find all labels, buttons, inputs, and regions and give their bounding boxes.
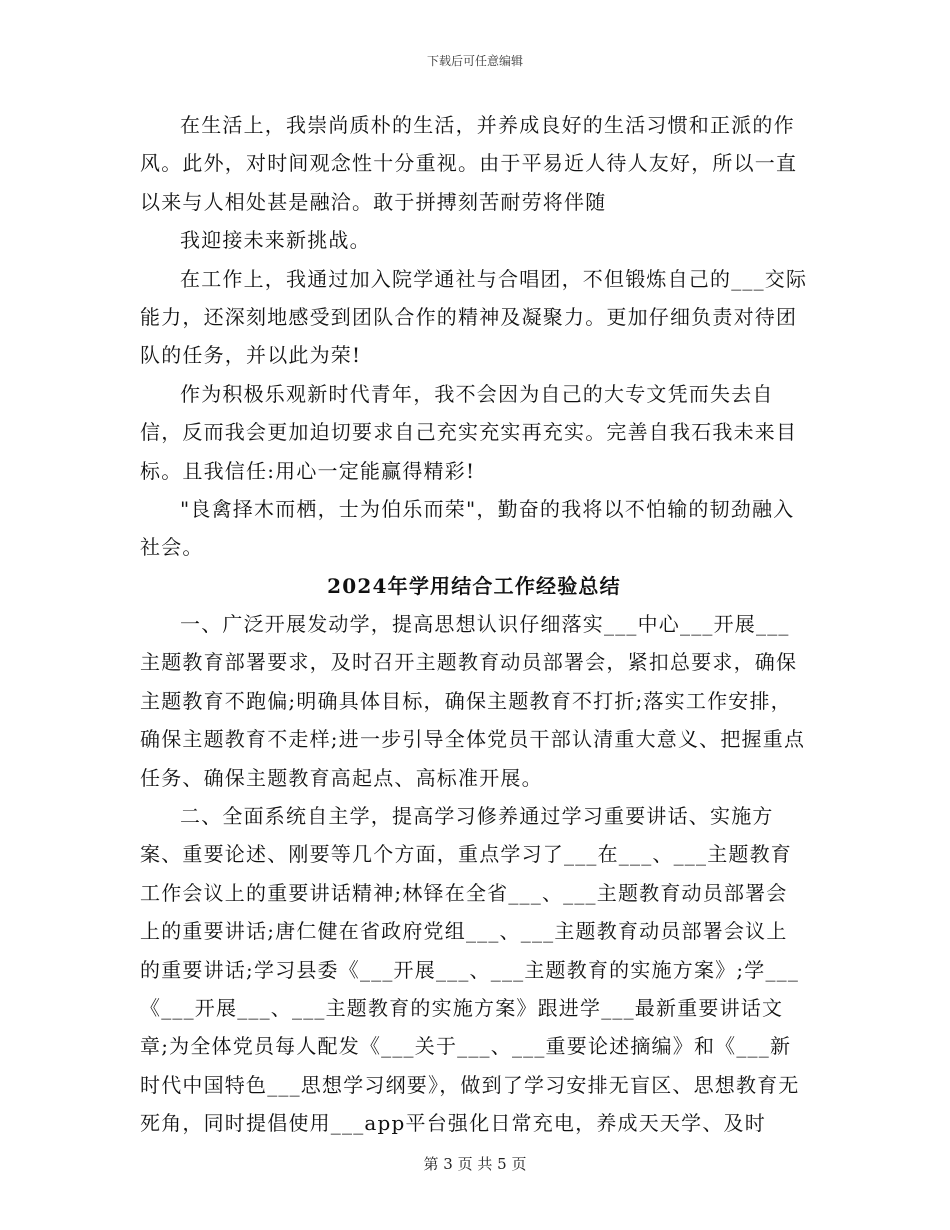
paragraph-proverb: "良禽择木而栖，士为伯乐而荣"，勤奋的我将以不怕输的韧劲融入社会。 xyxy=(140,497,795,560)
paragraph-work: 在工作上，我通过加入院学通社与合唱团，不但锻炼自己的___交际能力，还深刻地感受到团队合作的精神及凝聚力。更加仔细负责对待团队的任务，并以此为荣! xyxy=(140,266,808,368)
document-body xyxy=(140,106,808,1143)
paragraph-life: 在生活上，我崇尚质朴的生活，并养成良好的生活习惯和正派的作风。此外，对时间观念性十分重视。由于平易近人待人友好，所以一直以来与人相处甚是融洽。敢于拼搏刻苦耐劳将伴随 xyxy=(140,113,798,214)
section-title: 2024年学用结合工作经验总结 xyxy=(327,573,621,598)
paragraph-section-two: 二、全面系统自主学，提高学习修养通过学习重要讲话、实施方案、重要论述、刚要等几个方面，重点学习了___在___、___主题教育工作会议上的重要讲话精神;林铎在全省___、___主题教育动员部署会上的重要讲话;唐仁健在省政府党组___、___主题教育动员部署会议上的重要讲话;学习县委《___开展___、___主题教育的实施方案》;学___《___开展___、___主题教育的实施方案》跟进学___最新重要讲话文章;为全体党员每人配发《___关于___、___重要论述摘编》和《___新时代中国特色___思想学习纲要》，做到了学习安排无盲区、思想教育无死角，同时提倡使用___app平台强化日常充电，养成天天学、及时 xyxy=(140,803,800,1136)
paragraph-section-one: 一、广泛开展发动学，提高思想认识仔细落实___中心___开展___主题教育部署要求，及时召开主题教育动员部署会，紧扣总要求，确保主题教育不跑偏;明确具体目标，确保主题教育不打折;落实工作安排，确保主题教育不走样;进一步引导全体党员干部认清重大意义、把握重点任务、确保主题教育高起点、高标准开展。 xyxy=(140,611,806,790)
paragraph-youth: 作为积极乐观新时代青年，我不会因为自己的大专文凭而失去自信，反而我会更加迫切要求自己充实充实再充实。完善自我石我未来目标。且我信任:用心一定能赢得精彩! xyxy=(140,381,798,483)
page-header-note: 下载后可任意编辑 xyxy=(426,54,523,68)
paragraph-challenge: 我迎接未来新挑战。 xyxy=(180,228,371,253)
page-number: 第 3 页 共 5 页 xyxy=(423,1155,527,1173)
